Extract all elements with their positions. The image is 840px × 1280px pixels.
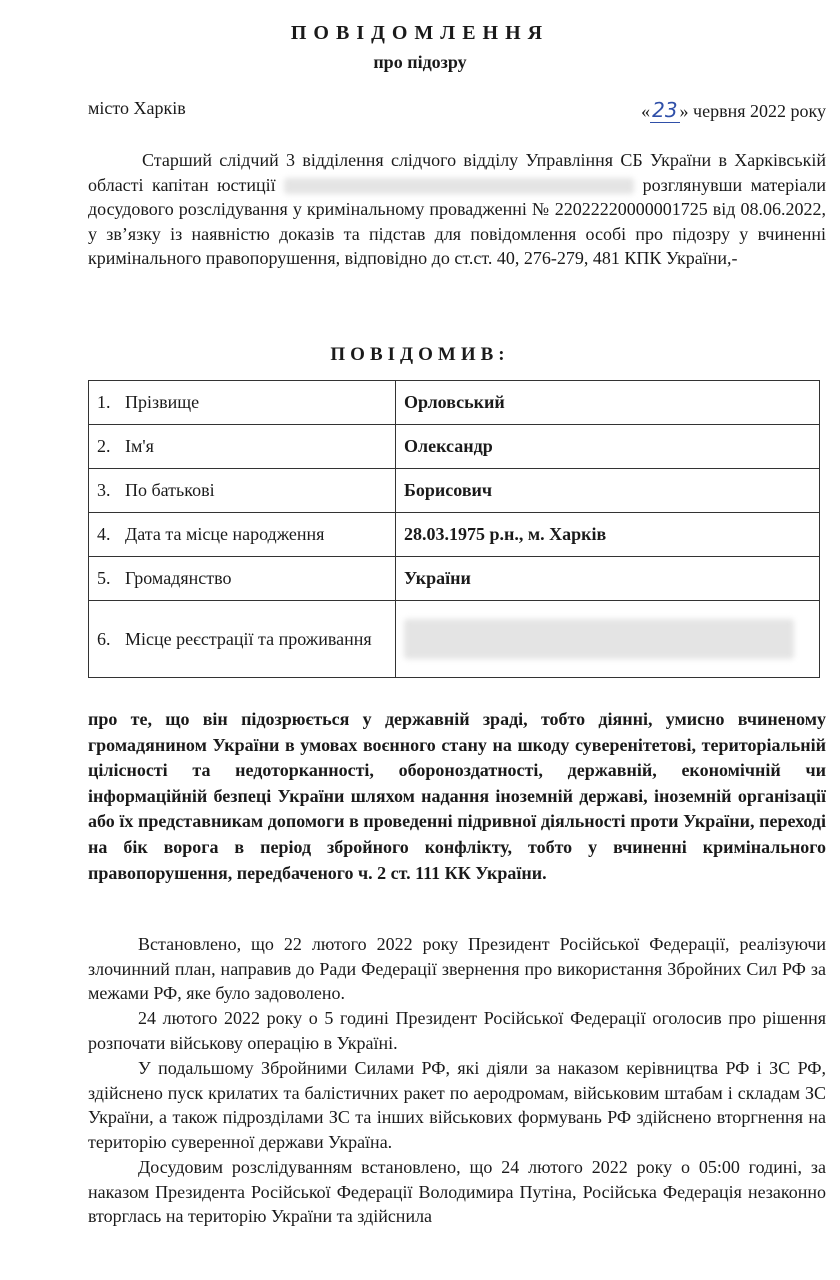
row-value-first-name: Олександр	[396, 425, 820, 469]
body-paragraph: Встановлено, що 22 лютого 2022 року Президент Російської Федерації, реалізуючи злочинний план, направив до Ради Федерації звернення про використання Збройних Сил РФ за межами РФ, яке було задоволено.	[88, 934, 826, 1004]
table-row	[89, 557, 820, 601]
row-label: 1. Прізвище	[89, 381, 396, 425]
row-label: 5. Громадянство	[89, 557, 396, 601]
row-label: 3. По батькові	[89, 469, 396, 513]
body-paragraph: Досудовим розслідуванням встановлено, що 24 лютого 2022 року о 05:00 годині, за наказом Президента Російської Федерації Володимира Путіна, Російська Федерація незаконно вторглась на територію України та здійснила	[88, 1157, 826, 1227]
table-row	[89, 513, 820, 557]
table-row	[89, 601, 820, 678]
intro-text-end: розглянувши матеріали досудового розслідування у кримінальному провадженні № 22022220000001725 від 08.06.2022, у зв’язку із наявністю доказів та підстав для повідомлення особі про підозру у вчиненні кримінального правопорушення, відповідно до ст.ст. 40, 276-279, 481 КПК України,-	[88, 174, 826, 269]
table-row	[89, 381, 820, 425]
intro-paragraph	[88, 148, 826, 271]
row-value-residence	[396, 601, 820, 678]
suspect-info-table	[88, 380, 820, 678]
redacted-investigator-name	[284, 178, 634, 194]
document-subtitle: про підозру	[373, 52, 467, 72]
date-day-handwritten: 23	[652, 98, 678, 122]
row-label: 4. Дата та місце народження	[89, 513, 396, 557]
row-value-citizenship: України	[396, 557, 820, 601]
row-label: 6. Місце реєстрації та проживання	[89, 601, 396, 678]
table-row	[89, 469, 820, 513]
notified-heading: ПОВІДОМИВ:	[330, 344, 510, 365]
row-value-birth: 28.03.1975 р.н., м. Харків	[396, 513, 820, 557]
date-month-year: червня 2022 року	[693, 101, 826, 121]
body-paragraph: 24 лютого 2022 року о 5 годині Президент Російської Федерації оголосив про рішення розпочати військову операцію в Україні.	[88, 1008, 826, 1053]
suspicion-paragraph: про те, що він підозрюється у державній зраді, тобто діянні, умисно вчиненому громадянином України в умовах воєнного стану на шкоду суверенітетові, територіальній цілісності та недоторканності, обороноздатності, державній, економічній чи інформаційній безпеці України шляхом надання іноземній державі, іноземній організації або їх представникам допомоги в проведенні підривної діяльності проти України, переході на бік ворога в період збройного конфлікту, тобто у вчиненні кримінального правопорушення, передбаченого ч. 2 ст. 111 КК України.	[88, 709, 826, 883]
date-close-quote: »	[679, 101, 689, 121]
date-open-quote: «	[641, 101, 651, 121]
row-value-surname: Орловський	[396, 381, 820, 425]
intro-text-start: Старший слідчий 3 відділення слідчого відділу Управління СБ України в Харківській області капітан юстиції	[88, 150, 826, 195]
document-date	[641, 98, 826, 123]
body-paragraph: У подальшому Збройними Силами РФ, які діяли за наказом керівництва РФ і ЗС РФ, здійснено пуск крилатих та балістичних ракет по аеродромам, військовим штабам і складам ЗС України, а також підрозділами ЗС та інших військових формувань РФ здійснено вторгнення на територію суверенної держави Україна.	[88, 1058, 826, 1152]
city-label: місто Харків	[88, 98, 186, 118]
row-label: 2. Ім'я	[89, 425, 396, 469]
table-row	[89, 425, 820, 469]
document-title: ПОВІДОМЛЕННЯ	[290, 22, 550, 44]
row-value-patronymic: Борисович	[396, 469, 820, 513]
redacted-address	[404, 619, 794, 659]
